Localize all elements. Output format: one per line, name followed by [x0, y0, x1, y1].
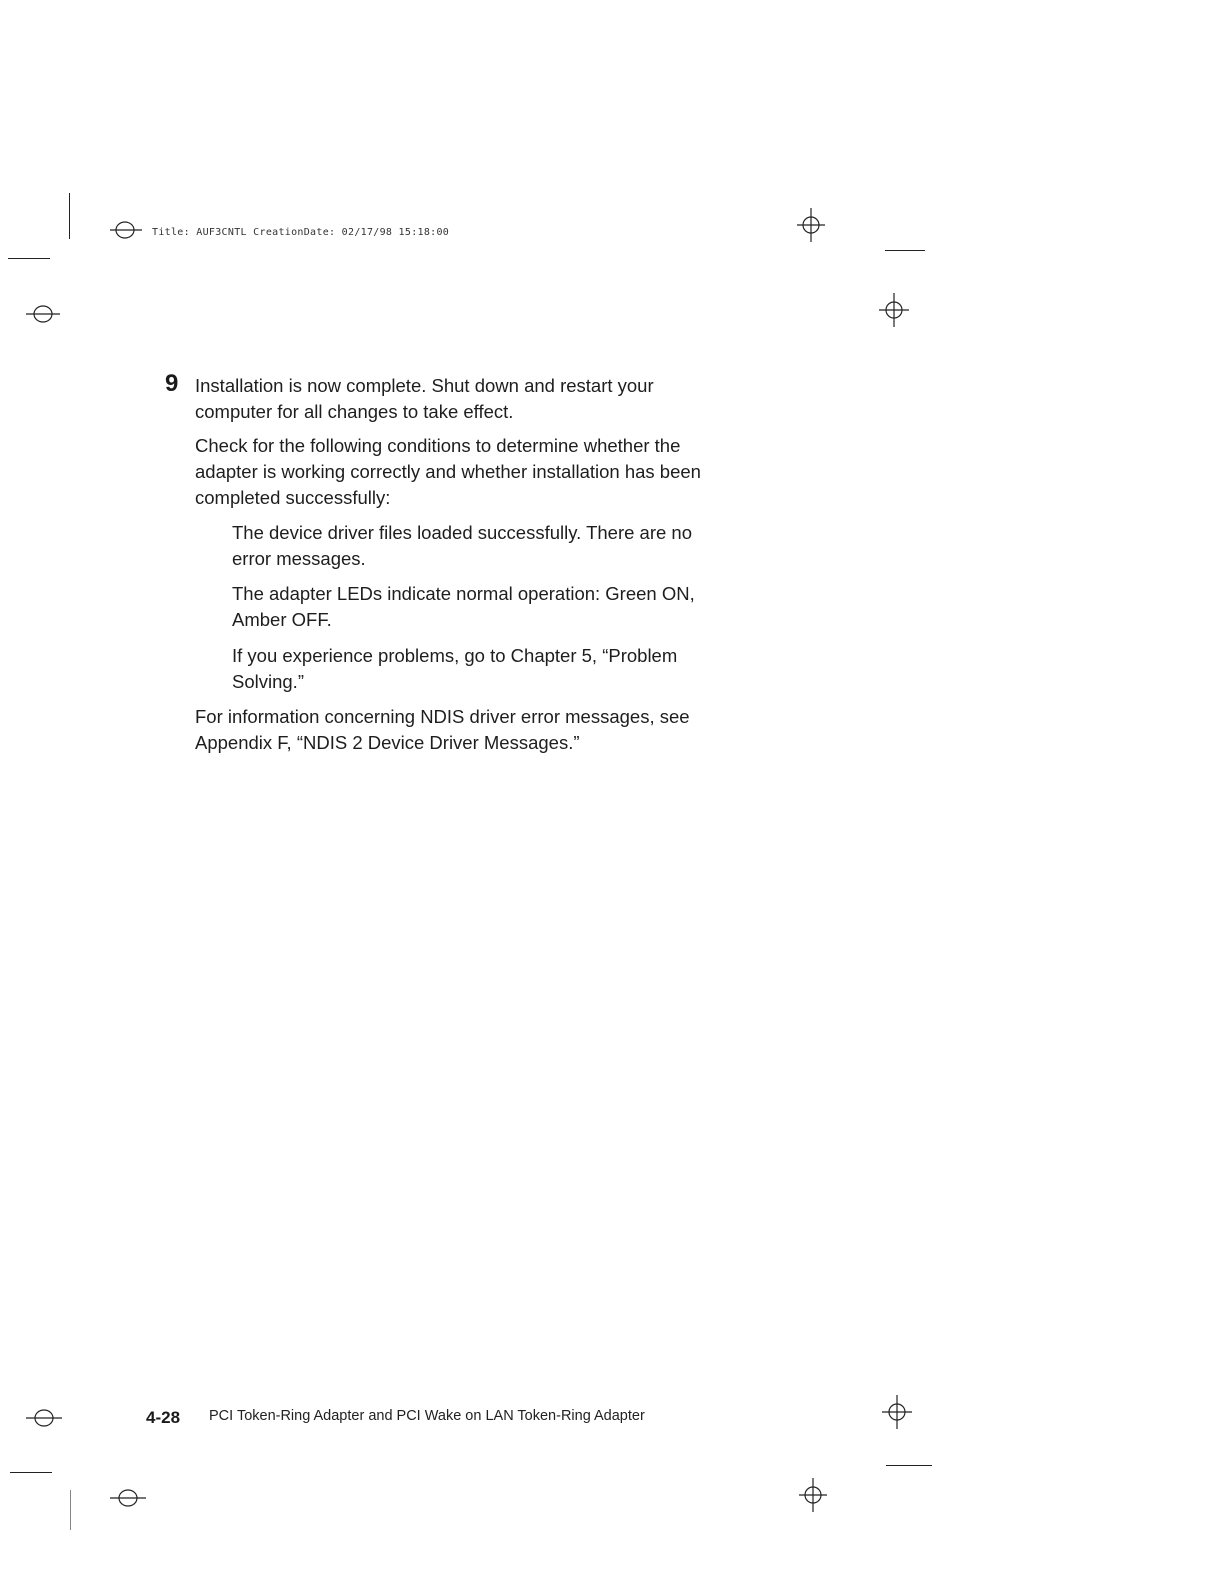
condition-item [232, 581, 695, 633]
creation-date-value: 02/17/98 15:18:00 [341, 227, 450, 238]
creation-date-label: CreationDate: [253, 227, 336, 238]
registration-mark-icon [26, 302, 60, 326]
condition-line: Solving.” [232, 671, 304, 692]
crosshair-mark-icon [877, 293, 911, 327]
info-paragraph [195, 704, 690, 756]
paragraph-line: Appendix F, “NDIS 2 Device Driver Messages.” [195, 732, 580, 753]
print-header [152, 227, 449, 238]
crop-mark-horizontal-top-left [8, 258, 50, 259]
paragraph-line: For information concerning NDIS driver error messages, see [195, 706, 690, 727]
check-paragraph [195, 433, 701, 511]
paragraph-line: adapter is working correctly and whether installation has been [195, 461, 701, 482]
condition-line: The adapter LEDs indicate normal operation: Green ON, [232, 583, 695, 604]
page-number: 4-28 [146, 1408, 181, 1427]
condition-line: error messages. [232, 548, 366, 569]
crosshair-mark-icon [797, 1478, 829, 1512]
paragraph-line: Check for the following conditions to determine whether the [195, 435, 681, 456]
crop-mark-horizontal-bottom-left [10, 1472, 52, 1473]
step-line: computer for all changes to take effect. [195, 401, 514, 422]
condition-line: Amber OFF. [232, 609, 332, 630]
condition-line: The device driver files loaded successfully. There are no [232, 522, 692, 543]
registration-mark-icon [110, 219, 144, 241]
step-number: 9 [165, 370, 179, 397]
crop-mark-vertical-top-left [69, 193, 70, 239]
step-line: Installation is now complete. Shut down and restart your [195, 375, 654, 396]
step-text [195, 373, 654, 425]
title-label: Title: [152, 227, 190, 238]
condition-item [232, 520, 692, 572]
registration-mark-icon [26, 1406, 62, 1430]
condition-item [232, 643, 677, 695]
condition-line: If you experience problems, go to Chapter 5, “Problem [232, 645, 678, 666]
crop-mark-horizontal-bottom-right [886, 1465, 932, 1466]
book-title: PCI Token-Ring Adapter and PCI Wake on LAN Token-Ring Adapter [209, 1408, 645, 1424]
crop-mark-vertical-bottom-left [70, 1490, 71, 1530]
crop-mark-horizontal-top-right [885, 250, 925, 251]
title-value: AUF3CNTL [196, 227, 247, 238]
crosshair-mark-icon [795, 208, 827, 242]
crosshair-mark-icon [880, 1395, 914, 1429]
registration-mark-icon [110, 1486, 146, 1510]
paragraph-line: completed successfully: [195, 487, 391, 508]
